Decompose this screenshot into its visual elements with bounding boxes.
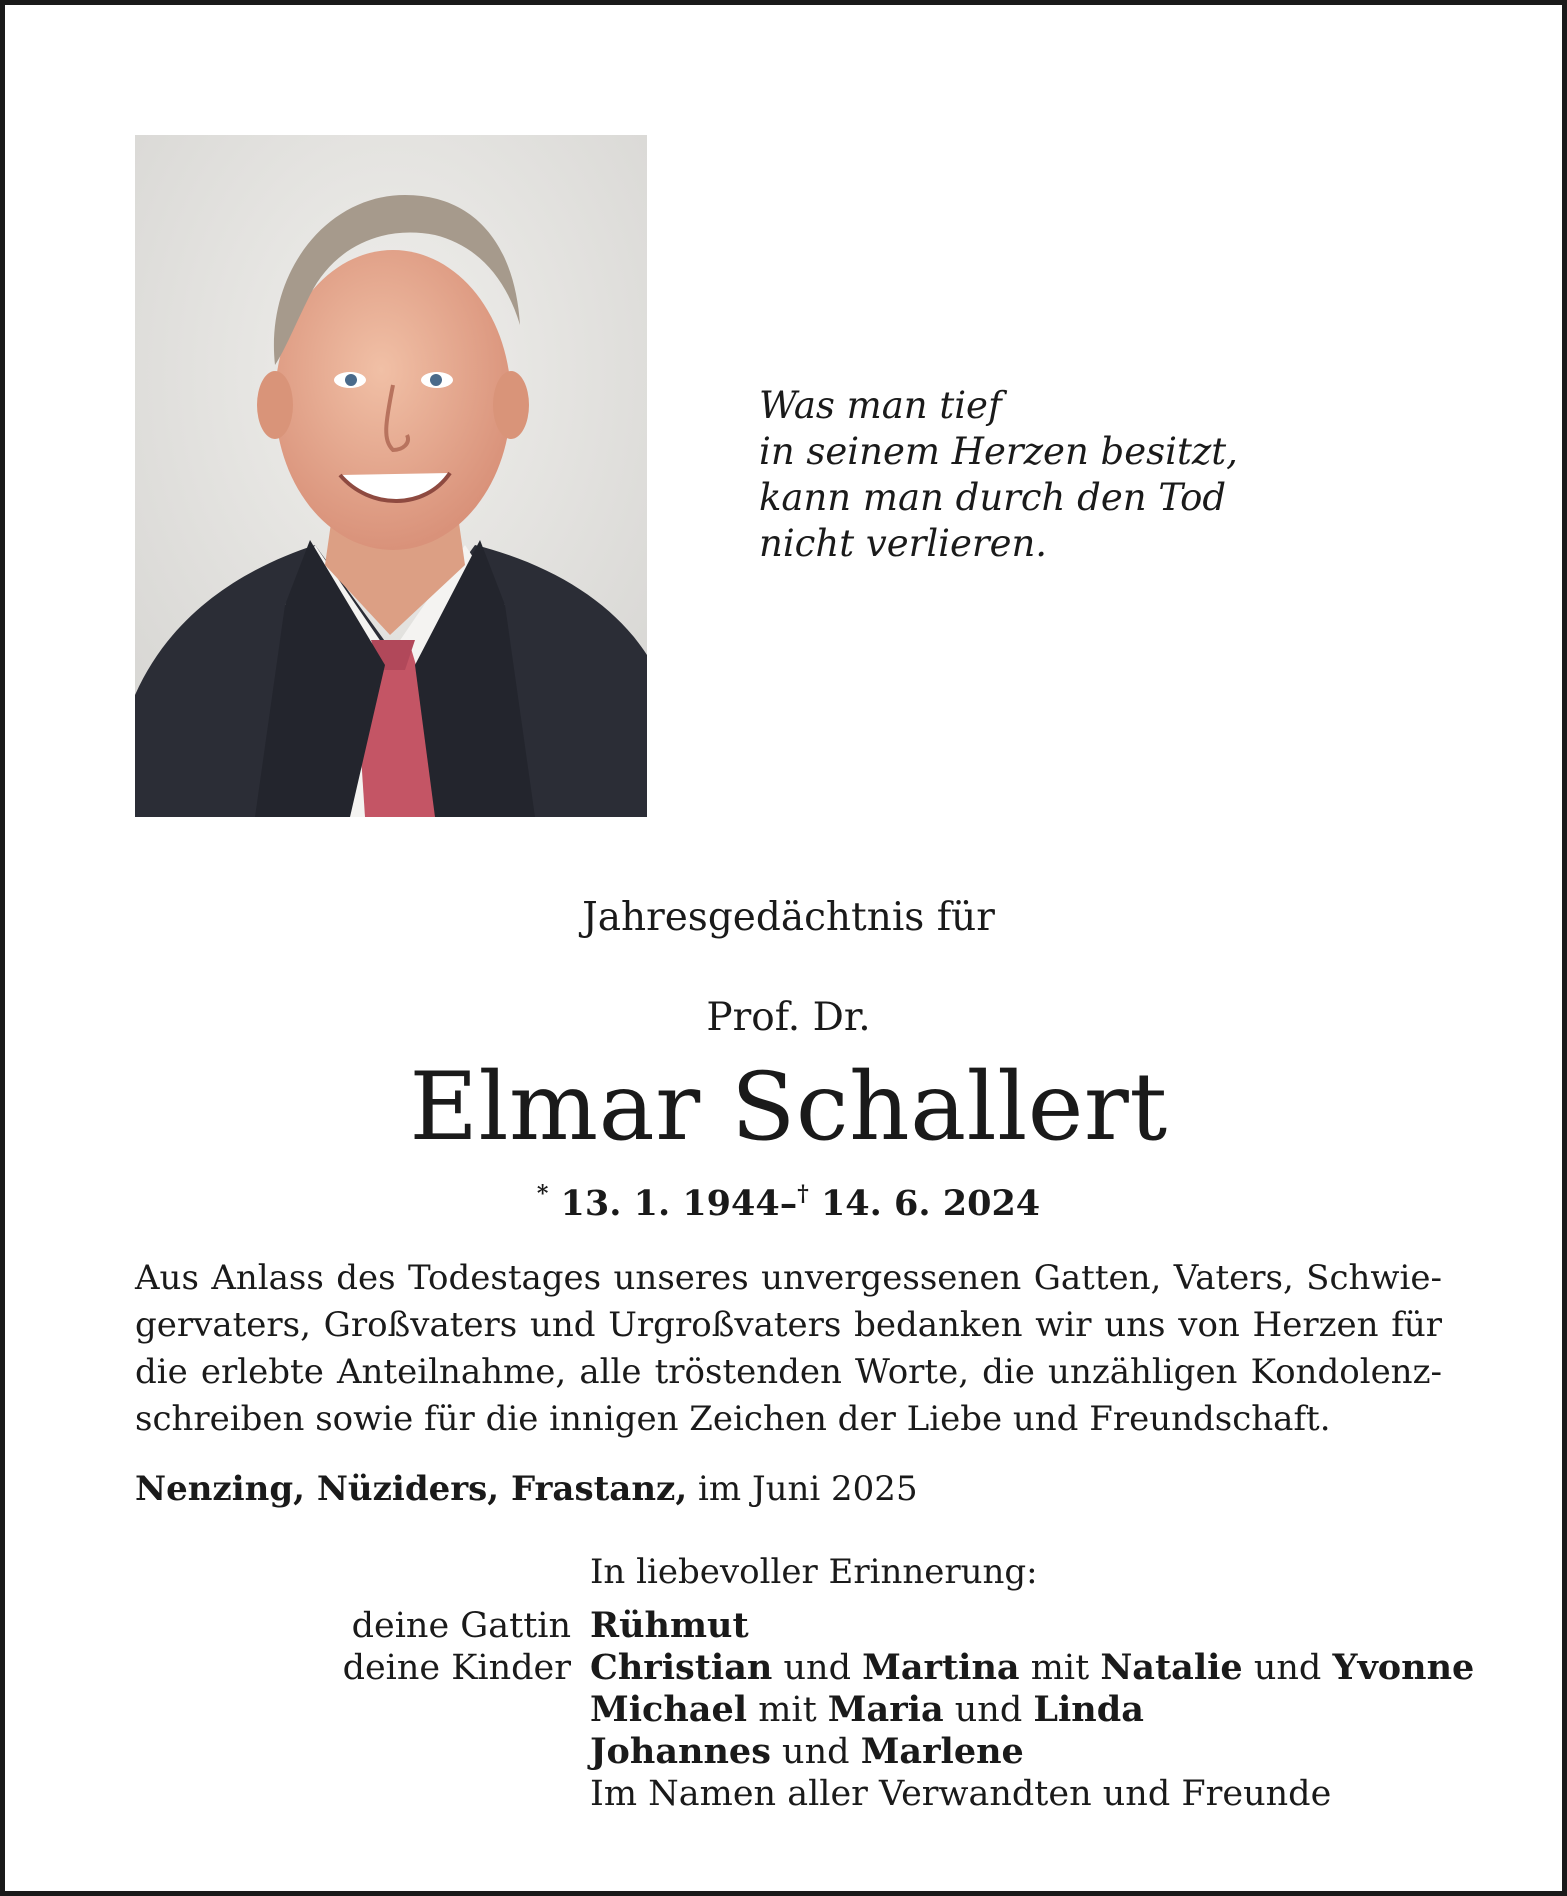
family-row: [5, 1689, 1567, 1731]
message-line: die erlebte Anteilnahme, alle tröstenden Worte, die unzähligen Kondolenz-: [135, 1352, 1442, 1392]
children-role: deine Kinder: [342, 1648, 571, 1688]
memory-intro: In liebevoller Erinnerung:: [590, 1552, 1038, 1592]
death-date: 14. 6. 2024: [820, 1183, 1041, 1224]
family-members: Christian und Martina mit Natalie und Yvonne: [590, 1647, 1475, 1688]
family-members: Michael mit Maria und Linda: [590, 1689, 1144, 1730]
message-line: Aus Anlass des Todestages unseres unvergessenen Gatten, Vaters, Schwie-: [135, 1258, 1442, 1298]
family-members: Johannes und Marlene: [590, 1731, 1024, 1772]
spouse-role: deine Gattin: [351, 1606, 571, 1646]
memorial-intro: Jahresgedächtnis für: [582, 895, 995, 940]
birth-symbol: *: [536, 1181, 549, 1207]
family-list: [5, 1605, 1567, 1815]
family-row: [5, 1773, 1567, 1815]
birth-date: 13. 1. 1944: [560, 1183, 780, 1224]
thank-you-message: [135, 1255, 1442, 1443]
message-line: schreiben sowie für die innigen Zeichen der Liebe und Freundschaft.: [135, 1399, 1331, 1439]
deceased-name: Elmar Schallert: [409, 1053, 1168, 1162]
date-separator: –: [779, 1183, 798, 1224]
quote-line: nicht verlieren.: [759, 522, 1048, 565]
towns: Nenzing, Nüziders, Frastanz,: [135, 1469, 688, 1509]
memorial-quote: [759, 383, 1319, 567]
family-row: [5, 1605, 1567, 1647]
date: im Juni 2025: [698, 1469, 918, 1509]
death-symbol: †: [797, 1181, 809, 1207]
portrait-photo: [135, 135, 647, 817]
spouse-name: Rühmut: [590, 1605, 749, 1646]
place-and-date: [135, 1469, 918, 1509]
family-row: [5, 1731, 1567, 1773]
family-row: [5, 1647, 1567, 1689]
closing-line: Im Namen aller Verwandten und Freunde: [590, 1774, 1332, 1814]
quote-line: kann man durch den Tod: [759, 476, 1227, 519]
message-line: gervaters, Großvaters und Urgroßvaters bedanken wir uns von Herzen für: [135, 1305, 1442, 1345]
life-dates: [5, 1181, 1567, 1224]
quote-line: Was man tief: [759, 384, 1002, 427]
quote-line: in seinem Herzen besitzt,: [759, 430, 1238, 473]
academic-title: Prof. Dr.: [706, 995, 871, 1040]
